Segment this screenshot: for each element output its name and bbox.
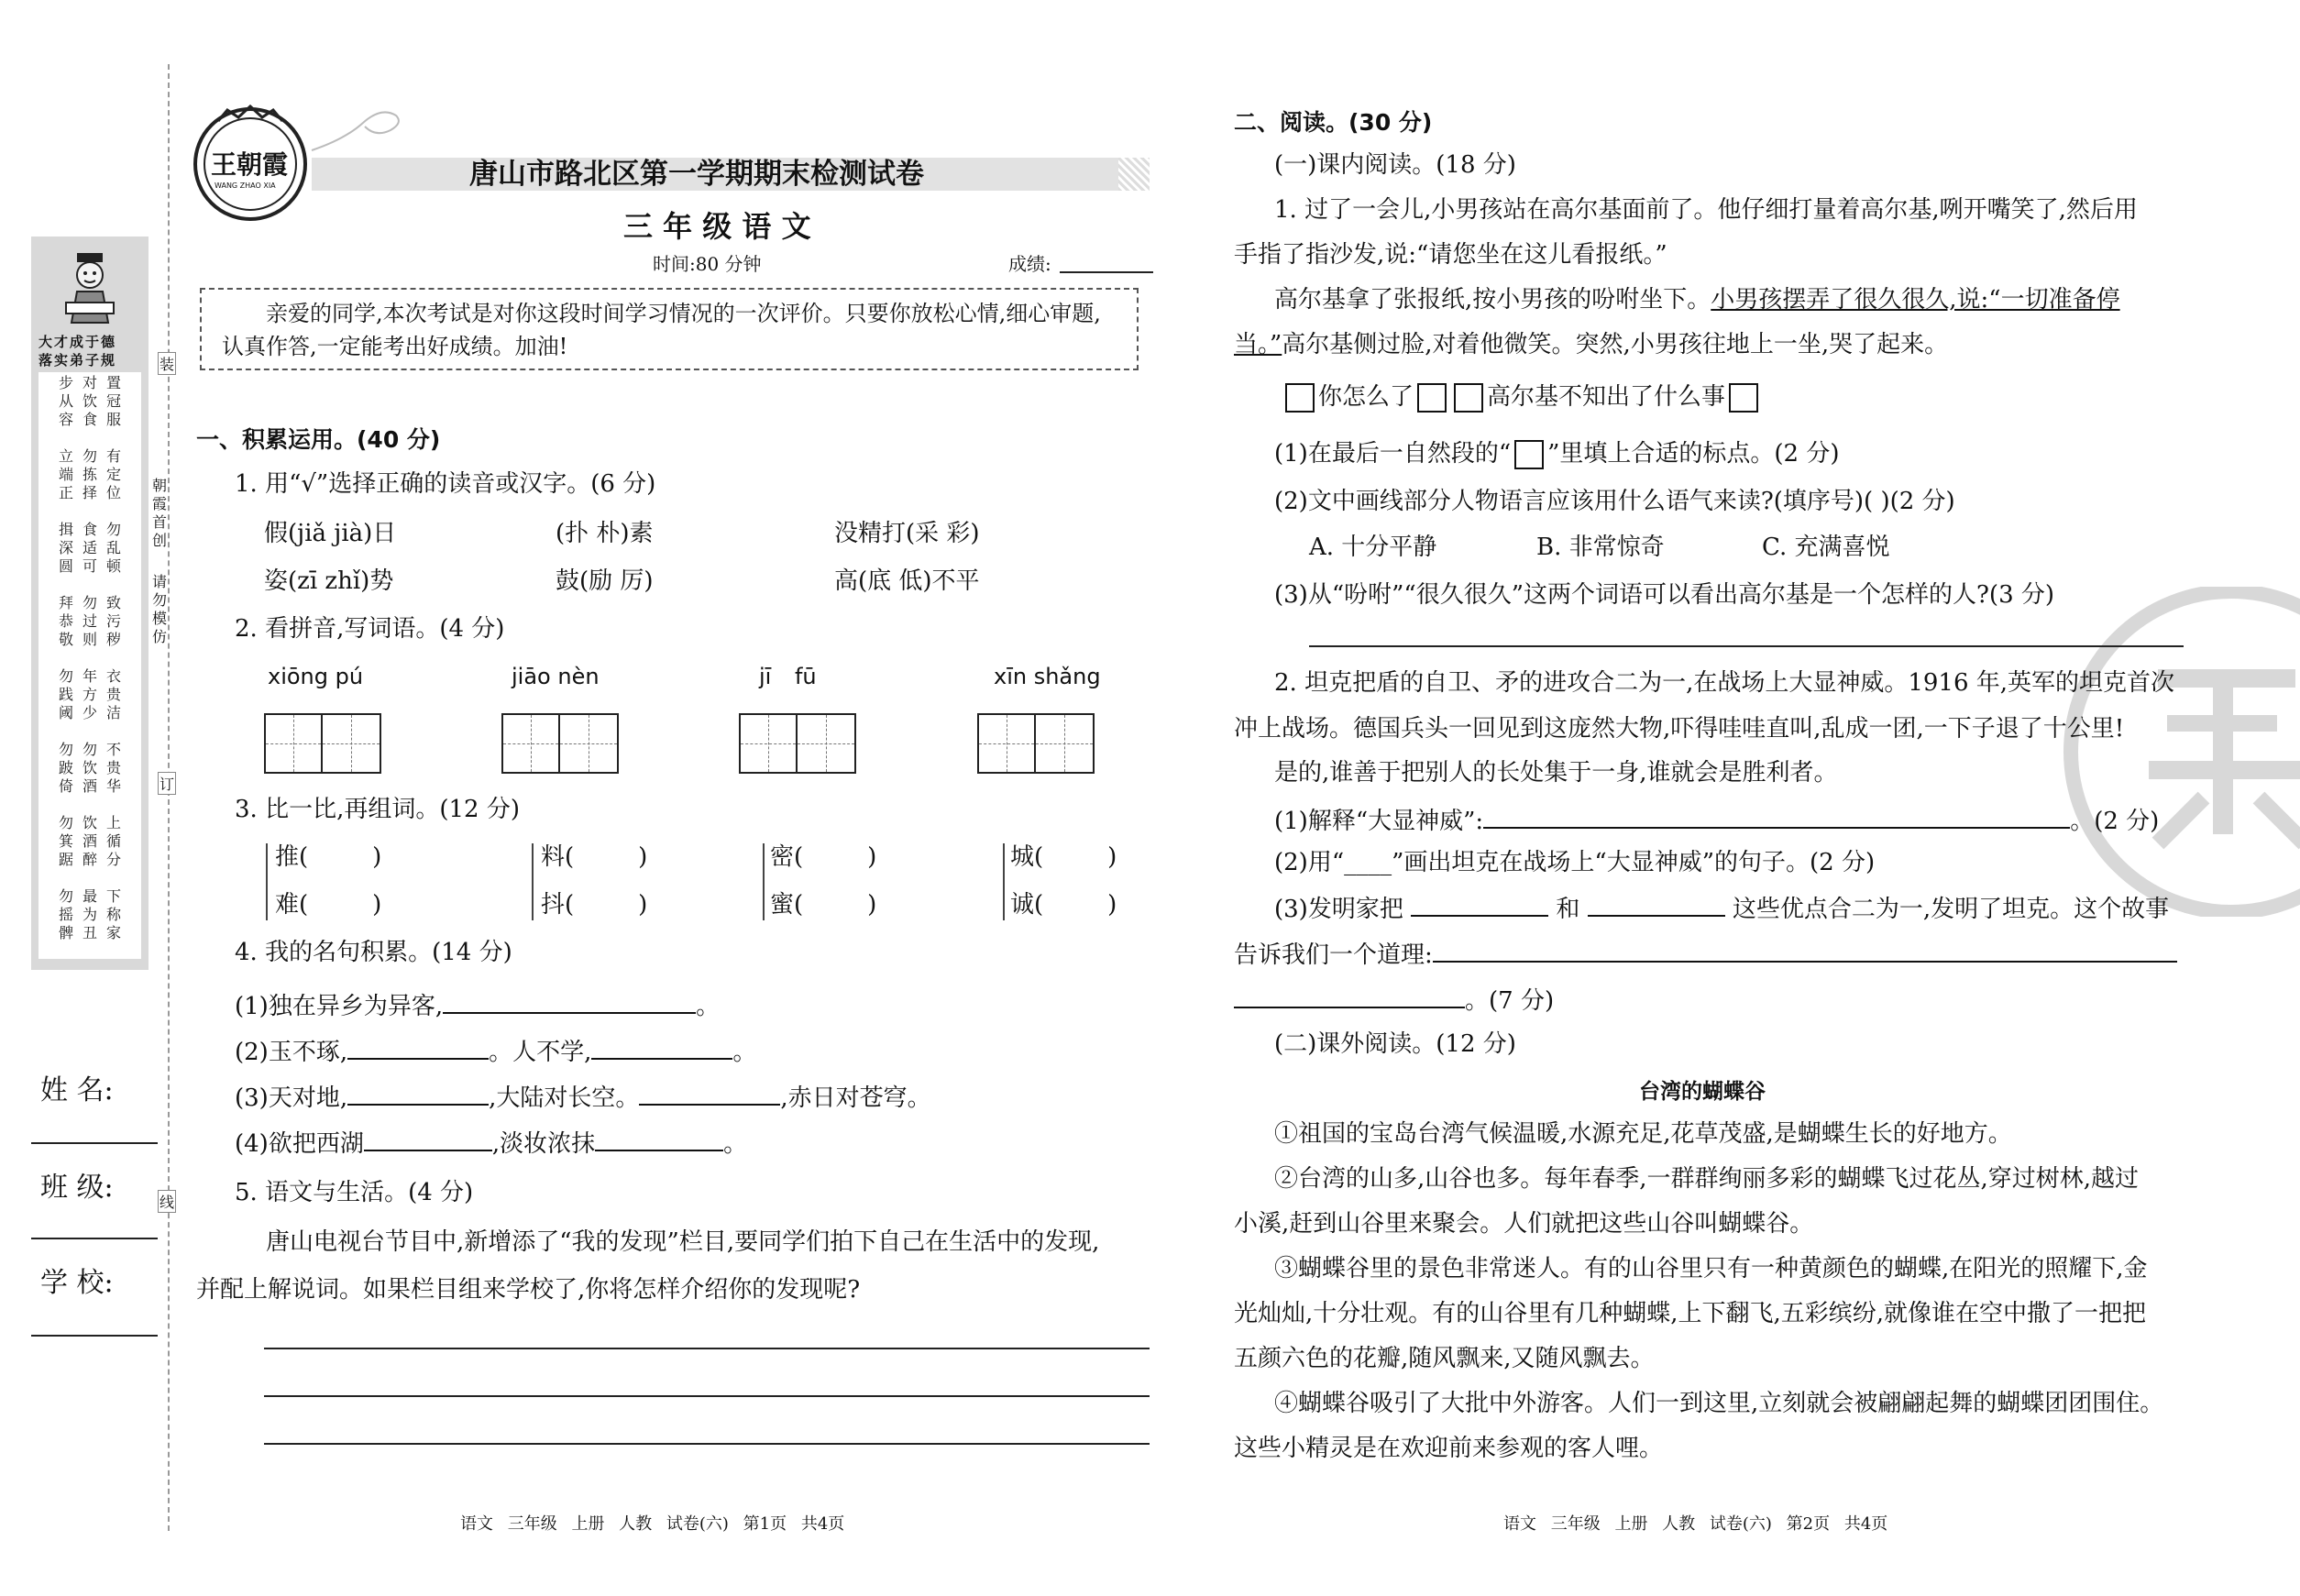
punct-box[interactable] (1454, 383, 1483, 413)
answer-blank[interactable] (1433, 937, 2177, 963)
q3-word[interactable]: 城( ) (1010, 843, 1117, 871)
pinyin-label: jiāo nèn (512, 664, 600, 689)
binding-mark-3: 线 (158, 1190, 176, 1213)
passage1-line: 1. 过了一会儿,小男孩站在高尔基面前了。他仔细打量着高尔基,咧开嘴笑了,然后用 (1274, 196, 2138, 224)
maxim: 不贵华 (106, 741, 122, 795)
story-line: 这些小精灵是在欢迎前来参观的客人哩。 (1234, 1435, 1664, 1462)
maxim: 勿过则 (83, 594, 98, 648)
punct-box[interactable] (1729, 383, 1758, 413)
punctuation-line: 你怎么了 高尔基不知出了什么事 (1282, 381, 1762, 413)
q4-line-1: (1)独在异乡为异客, 。 (235, 988, 720, 1022)
underlined-speech: 小男孩摆弄了很久很久,说:“一切准备停 (1711, 286, 2120, 314)
q1-item[interactable]: 没精打(采 彩) (834, 520, 980, 547)
logo-text: 王朝霞 (211, 149, 289, 180)
q2-prompt: 2. 看拼音,写词语。(4 分) (235, 615, 505, 643)
page-footer-2: 语文 三年级 上册 人教 试卷(六) 第2页 共4页 (1503, 1514, 1888, 1534)
tianzige-grid[interactable] (977, 713, 1095, 774)
tianzige-grid[interactable] (501, 713, 619, 774)
q1-item[interactable]: 鼓(励 厉) (556, 567, 654, 595)
q5-body-1: 唐山电视台节目中,新增添了“我的发现”栏目,要同学们拍下自己在生活中的发现, (266, 1228, 1100, 1256)
intro-note-box (200, 288, 1139, 370)
q1-item[interactable]: 假(jiǎ jià)日 (264, 520, 397, 547)
answer-blank[interactable] (1483, 803, 2070, 829)
vertical-note-2: 请勿模仿 (152, 573, 168, 645)
maxim: 立端正 (59, 447, 74, 501)
answer-line[interactable] (264, 1443, 1150, 1445)
watermark-seal (2057, 587, 2300, 917)
r-q6-line3: 。(7 分) (1234, 983, 1554, 1017)
score-field[interactable] (1060, 271, 1153, 273)
section-extra: (二)课外阅读。(12 分) (1274, 1030, 1516, 1058)
maxim-panel (31, 237, 149, 970)
answer-blank[interactable] (347, 1080, 489, 1106)
q5-prompt: 5. 语文与生活。(4 分) (235, 1179, 474, 1206)
exam-title: 唐山市路北区第一学期期末检测试卷 (469, 158, 924, 191)
binding-dashed-line (168, 64, 170, 1531)
q1-prompt: 1. 用“√”选择正确的读音或汉字。(6 分) (235, 470, 656, 498)
maxim: 勿饮酒 (83, 741, 98, 795)
maxim: 拜恭敬 (59, 594, 74, 648)
brace (266, 843, 273, 920)
q5-body-2: 并配上解说词。如果栏目组来学校了,你将怎样介绍你的发现呢? (196, 1276, 861, 1304)
maxim: 勿乱顿 (106, 521, 122, 575)
r-q4: (1)解释“大显神威”: 。(2 分) (1274, 803, 2159, 837)
q4-line-3: (3)天对地, ,大陆对长空。 ,赤日对苍穹。 (235, 1080, 931, 1114)
story-line: ②台湾的山多,山谷也多。每年春季,一群群绚丽多彩的蝴蝶飞过花丛,穿过树林,越过 (1274, 1165, 2140, 1193)
maxim: 置冠服 (106, 374, 122, 428)
story-line: 五颜六色的花瓣,随风飘来,又随风飘去。 (1234, 1345, 1655, 1372)
q4-prompt: 4. 我的名句积累。(14 分) (235, 939, 512, 966)
q3-word[interactable]: 推( ) (275, 843, 382, 871)
punct-box[interactable] (1285, 383, 1315, 413)
answer-blank[interactable] (364, 1126, 492, 1151)
motto-bottom: 落实弟子规 (39, 352, 117, 369)
q3-word[interactable]: 料( ) (541, 843, 648, 871)
answer-blank[interactable] (347, 1034, 489, 1060)
part2-heading: 二、阅读。(30 分) (1234, 109, 1433, 136)
r-q6-line2: 告诉我们一个道理: (1234, 937, 2177, 971)
maxim: 勿摇髀 (59, 887, 74, 941)
maxim: 致污秽 (106, 594, 122, 648)
answer-blank[interactable] (591, 1034, 732, 1060)
maxim: 有定位 (106, 447, 122, 501)
answer-blank[interactable] (1411, 891, 1548, 917)
q4-line-4: (4)欲把西湖 ,淡妆浓抹 。 (235, 1126, 747, 1160)
punct-box[interactable] (1417, 383, 1447, 413)
tianzige-grid[interactable] (739, 713, 856, 774)
option-a[interactable]: A. 十分平静 (1309, 534, 1437, 561)
logo-subtext: WANG ZHAO XIA (215, 182, 276, 190)
option-c[interactable]: C. 充满喜悦 (1762, 534, 1890, 561)
maxim: 饮酒醉 (83, 814, 98, 868)
option-b[interactable]: B. 非常惊奇 (1536, 534, 1665, 561)
score-label: 成绩: (1008, 253, 1051, 275)
passage2-line: 冲上战场。德国兵头一回见到这庞然大物,吓得哇哇直叫,乱成一团,一下子退了十公里! (1234, 715, 2125, 743)
class-label: 班 级: (40, 1172, 114, 1204)
story-line: 光灿灿,十分壮观。有的山谷里有几种蝴蝶,上下翻飞,五彩缤纷,就像谁在空中撒了一把把 (1234, 1300, 2147, 1327)
passage2-line: 是的,谁善于把别人的长处集于一身,谁就会是胜利者。 (1274, 759, 1838, 787)
answer-line[interactable] (1309, 645, 2184, 647)
q1-item[interactable]: 高(底 低)不平 (834, 567, 980, 595)
class-field[interactable] (31, 1238, 158, 1239)
school-label: 学 校: (40, 1267, 114, 1299)
logo-seal (191, 105, 310, 224)
punct-box-example (1514, 440, 1544, 469)
answer-blank[interactable] (1588, 891, 1725, 917)
maxim: 揖深圆 (59, 521, 74, 575)
tianzige-grid[interactable] (264, 713, 381, 774)
answer-blank[interactable] (595, 1126, 723, 1151)
maxim: 对饮食 (83, 374, 98, 428)
vertical-note-1: 朝霞首创 (152, 477, 168, 549)
q3-word[interactable]: 蜜( ) (770, 891, 877, 919)
story-title: 台湾的蝴蝶谷 (1639, 1080, 1766, 1104)
brace (532, 843, 539, 920)
title-band-dots (1118, 158, 1150, 191)
r-q1: (1)在最后一自然段的“ ”里填上合适的标点。(2 分) (1274, 440, 1840, 468)
maxim: 勿践阈 (59, 667, 74, 721)
passage1-line: 当。”高尔基侧过脸,对着他微笑。突然,小男孩往地上一坐,哭了起来。 (1234, 331, 1949, 358)
pinyin-label: xiōng pú (268, 664, 364, 689)
story-line: ④蝴蝶谷吸引了大批中外游客。人们一到这里,立刻就会被翩翩起舞的蝴蝶团团围住。 (1274, 1390, 2164, 1417)
time-limit: 时间:80 分钟 (653, 253, 762, 275)
answer-blank[interactable] (639, 1080, 780, 1106)
ribbon-decoration (308, 103, 409, 158)
answer-blank[interactable] (443, 988, 696, 1014)
maxim: 衣贵洁 (106, 667, 122, 721)
q3-word[interactable]: 难( ) (275, 891, 382, 919)
motto-top: 大才成于德 (39, 334, 117, 350)
r-q3: (3)从“吩咐”“很久很久”这两个词语可以看出高尔基是一个怎样的人?(3 分) (1274, 581, 2055, 609)
school-field[interactable] (31, 1335, 158, 1337)
intro-note-text: 亲爱的同学,本次考试是对你这段时间学习情况的一次评价。只要你放松心情,细心审题,认真作答,一定能考出好成绩。加油! (222, 301, 1101, 359)
story-line: 小溪,赶到山谷里来聚会。人们就把这些山谷叫蝴蝶谷。 (1234, 1210, 1814, 1238)
name-label: 姓 名: (40, 1074, 114, 1106)
r-q2: (2)文中画线部分人物语言应该用什么语气来读?(填序号)( )(2 分) (1274, 488, 1955, 515)
binding-mark-2: 订 (158, 772, 176, 795)
maxim: 年方少 (83, 667, 98, 721)
maxim: 步从容 (59, 374, 74, 428)
answer-line[interactable] (264, 1348, 1150, 1349)
r-q6: (3)发明家把 和 这些优点合二为一,发明了坦克。这个故事 (1274, 891, 2169, 925)
brace (763, 843, 770, 920)
name-field[interactable] (31, 1142, 158, 1144)
section-inclass: (一)课内阅读。(18 分) (1274, 151, 1516, 179)
page-footer-1: 语文 三年级 上册 人教 试卷(六) 第1页 共4页 (460, 1514, 845, 1534)
pinyin-label: xīn shǎng (994, 664, 1101, 689)
underlined-speech: 当。” (1234, 331, 1282, 358)
r-q5: (2)用“____”画出坦克在战场上“大显神威”的句子。(2 分) (1274, 849, 1876, 876)
maxim: 勿箕踞 (59, 814, 74, 868)
maxim: 勿跛倚 (59, 741, 74, 795)
answer-line[interactable] (264, 1395, 1150, 1397)
maxim: 最为丑 (83, 887, 98, 941)
story-line: ③蝴蝶谷里的景色非常迷人。有的山谷里只有一种黄颜色的蝴蝶,在阳光的照耀下,金 (1274, 1255, 2148, 1282)
q1-item[interactable]: (扑 朴)素 (556, 520, 654, 547)
passage1-line: 高尔基拿了张报纸,按小男孩的吩咐坐下。小男孩摆弄了很久很久,说:“一切准备停 (1274, 286, 2120, 314)
maxim: 食适可 (83, 521, 98, 575)
passage2-line: 2. 坦克把盾的自卫、矛的进攻合二为一,在战场上大显神威。1916 年,英军的坦克首次 (1274, 669, 2175, 697)
q3-word[interactable]: 抖( ) (541, 891, 648, 919)
maxim: 上循分 (106, 814, 122, 868)
binding-mark-1: 装 (158, 352, 176, 375)
story-line: ①祖国的宝岛台湾气候温暖,水源充足,花草茂盛,是蝴蝶生长的好地方。 (1274, 1120, 2012, 1148)
scholar-icon (62, 251, 117, 325)
part1-heading: 一、积累运用。(40 分) (196, 426, 441, 453)
maxim: 下称家 (106, 887, 122, 941)
brace (1003, 843, 1010, 920)
q3-prompt: 3. 比一比,再组词。(12 分) (235, 796, 520, 823)
q4-line-2: (2)玉不琢, 。人不学, 。 (235, 1034, 756, 1068)
q3-word[interactable]: 诚( ) (1010, 891, 1117, 919)
maxim: 勿拣择 (83, 447, 98, 501)
q1-item[interactable]: 姿(zī zhǐ)势 (264, 567, 394, 595)
subject-title: 三 年 级 语 文 (623, 209, 811, 244)
pinyin-label: jī fū (759, 664, 817, 689)
passage1-line: 手指了指沙发,说:“请您坐在这儿看报纸。” (1234, 241, 1667, 269)
q3-word[interactable]: 密( ) (770, 843, 877, 871)
answer-blank[interactable] (1234, 983, 1465, 1008)
